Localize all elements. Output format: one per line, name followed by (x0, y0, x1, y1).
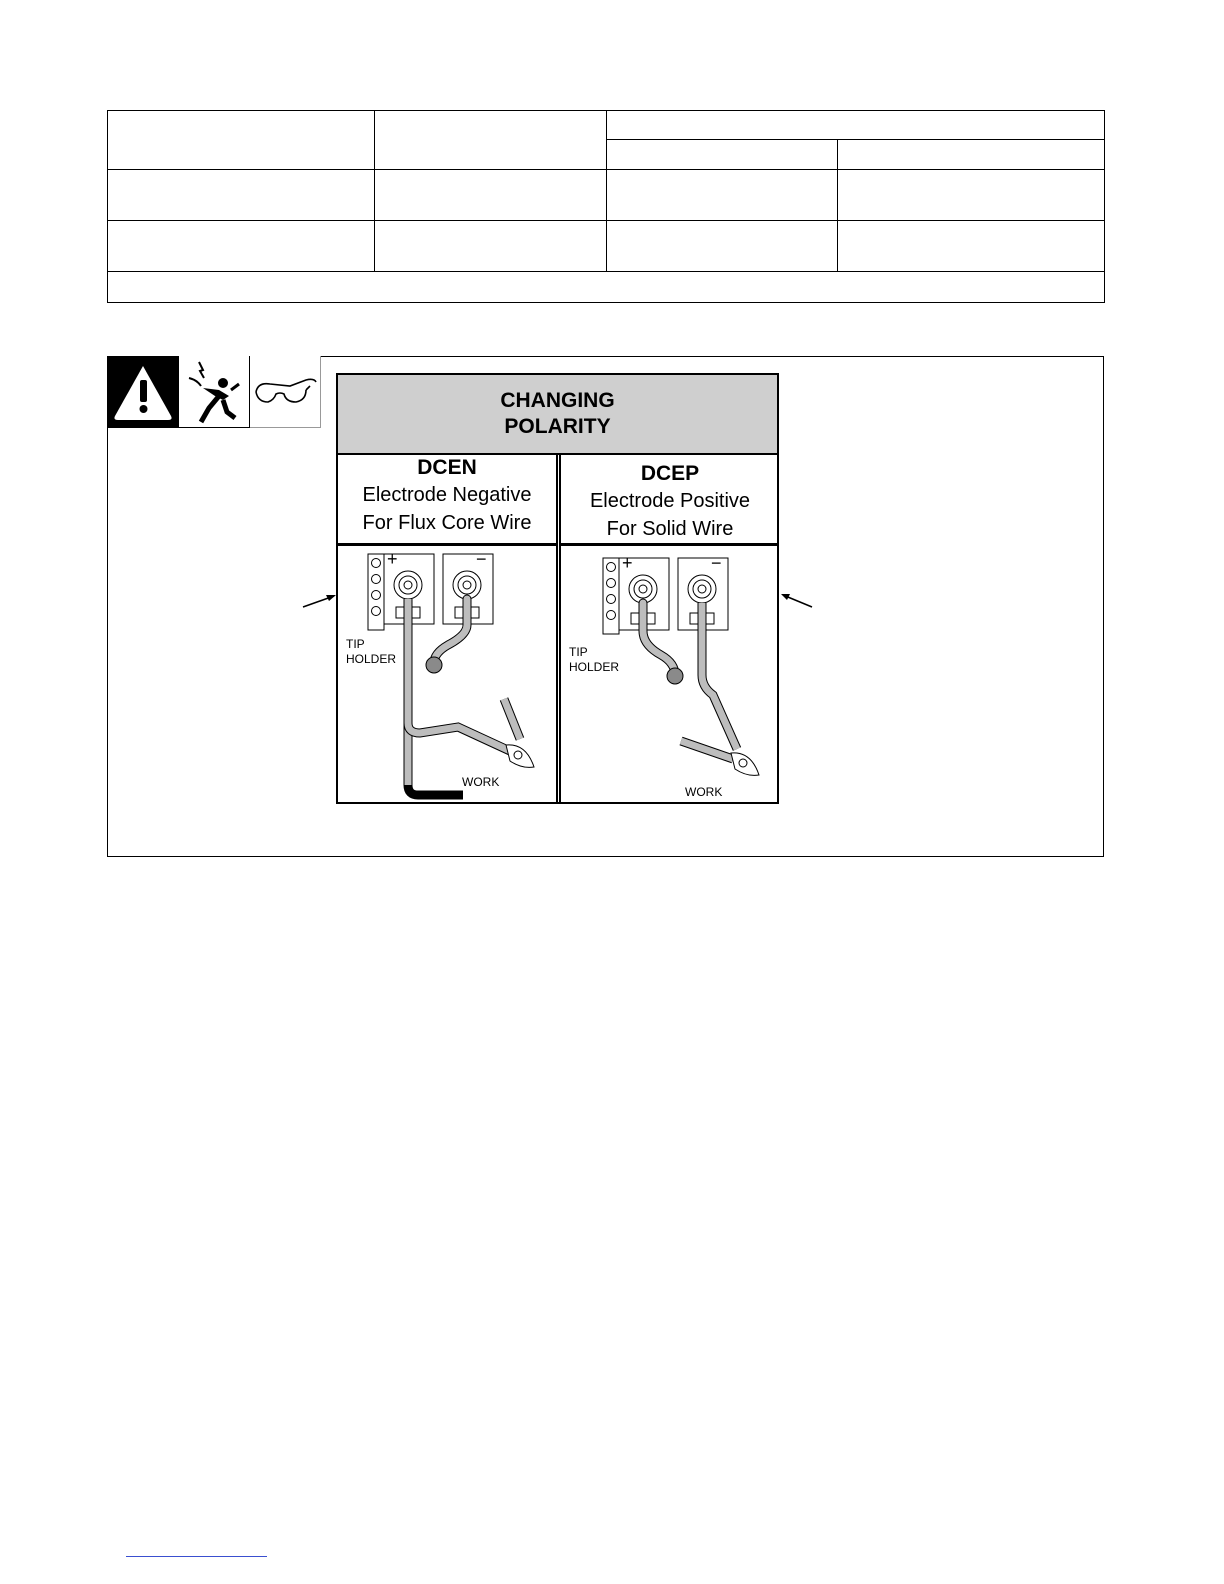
dcen-panel (338, 455, 558, 802)
right-pointer-arrow-icon (778, 590, 818, 610)
dcen-desc-line1: Electrode Negative (362, 484, 532, 506)
dcen-work-label: WORK (462, 775, 500, 789)
safety-glasses-icon (250, 356, 321, 428)
dcep-desc-line2: For Solid Wire (606, 518, 734, 540)
dcep-holder-label: HOLDER (569, 660, 620, 674)
warning-icon (107, 356, 179, 428)
dcep-work-label: WORK (685, 785, 723, 799)
dcep-desc-line1: Electrode Positive (589, 490, 751, 512)
dcep-plus-sign: + (622, 553, 633, 573)
footer-link-underline (126, 1556, 267, 1557)
electric-shock-icon (179, 356, 250, 428)
dcep-minus-sign: − (711, 553, 722, 573)
spec-table (107, 110, 1105, 303)
dcep-connection-diagram (561, 455, 779, 802)
polarity-decal (336, 373, 779, 804)
dcen-work-clamp (338, 455, 556, 802)
decal-header (338, 375, 777, 455)
dcep-panel (559, 455, 779, 802)
left-pointer-arrow-icon (300, 590, 340, 610)
decal-title-line2: POLARITY (504, 415, 611, 438)
dcep-tip-label: TIP (569, 645, 588, 659)
dcen-holder-label: HOLDER (346, 652, 397, 666)
dcen-tip-label: TIP (346, 637, 365, 651)
dcen-label: DCEN (417, 456, 477, 479)
dcep-label: DCEP (640, 462, 700, 485)
dcen-plus-sign: + (387, 549, 398, 569)
dcen-minus-sign: − (476, 549, 487, 569)
dcen-desc-line2: For Flux Core Wire (362, 512, 532, 534)
decal-title-line1: CHANGING (500, 389, 615, 412)
